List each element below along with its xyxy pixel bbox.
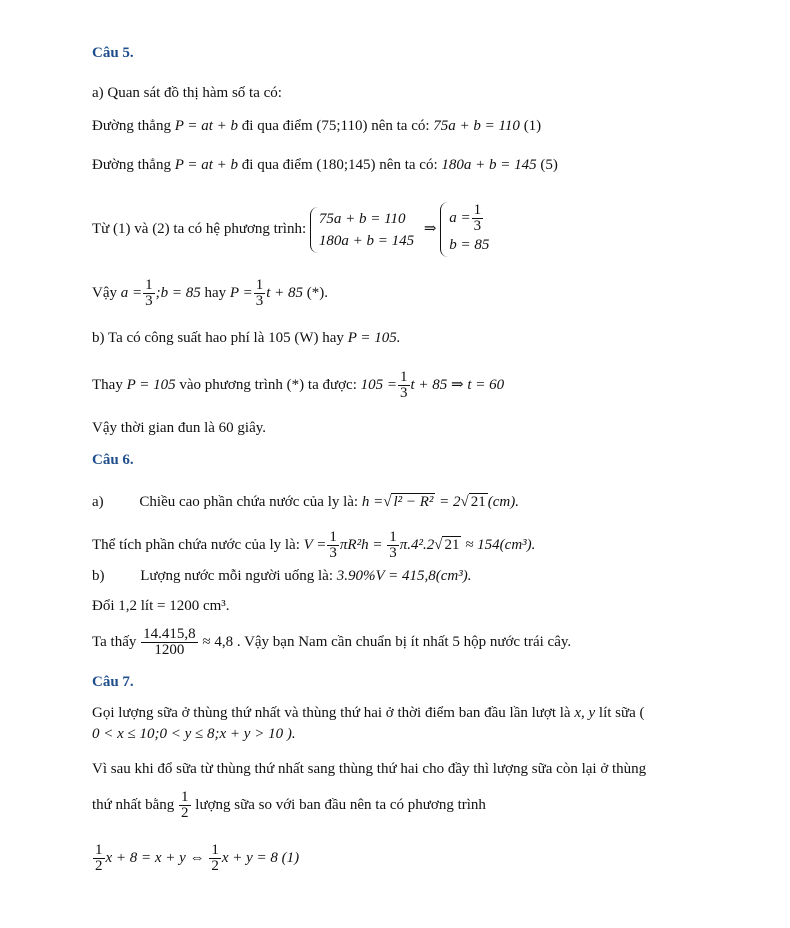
- q5-a-intro: a) Quan sát đồ thị hàm số ta có:: [92, 85, 282, 101]
- q5-heading: Câu 5.: [92, 45, 134, 61]
- q5-system: Từ (1) và (2) ta có hệ phương trình: 75a + b = 110 180a + b = 145 ⇒ a = $\frac{1}{3}$ b = 85: [92, 202, 495, 257]
- q7-p1: Gọi lượng sữa ở thùng thứ nhất và thùng thứ hai ở thời điểm ban đầu lần lượt là x, y lít sữa (: [92, 705, 645, 721]
- q5-b: b) Ta có công suất hao phí là 105 (W) hay P = 105.: [92, 330, 401, 346]
- q5-final: Vậy thời gian đun là 60 giây.: [92, 420, 267, 436]
- q6-heading: Câu 6.: [92, 452, 134, 468]
- q7-equation: $\frac{1}{2}$ x + 8 = x + y ⇔ $\frac{1}{2}$ x + y = 8 (1): [95, 842, 300, 874]
- q6-a: a) Chiều cao phần chứa nước của ly là: h =√ l² − R² = 2√ 21 (cm).: [92, 494, 520, 510]
- q7-p3: thứ nhất bằng $\frac{1}{2}$ lượng sữa so với ban đầu nên ta có phương trình: [92, 789, 486, 821]
- q6-see: Ta thấy $\frac{14.415,8}{1200}$ ≈ 4,8 . Vậy bạn Nam cần chuẩn bị ít nhất 5 hộp nước trái cây.: [92, 626, 572, 658]
- q5-line1: Đường thẳng P = at + b đi qua điểm (75;110) nên ta có: 75a + b = 110 (1): [92, 118, 542, 134]
- q6-volume: Thể tích phần chứa nước của ly là: V = $\frac{1}{3}$ πR²h = $\frac{1}{3}$ π.4².2√ 21 ≈ 154(cm³).: [92, 529, 536, 561]
- q5-conclusion: Vậy a = $\frac{1}{3}$ ;b = 85 hay P = $\frac{1}{3}$ t + 85 (*).: [92, 277, 328, 309]
- q5-line2: Đường thẳng P = at + b đi qua điểm (180;145) nên ta có: 180a + b = 145 (5): [92, 157, 558, 173]
- q6-convert: Đổi 1,2 lít = 1200 cm³.: [92, 598, 230, 614]
- q5-substitute: Thay P = 105 vào phương trình (*) ta được: 105 = $\frac{1}{3}$ t + 85 ⇒ t = 60: [92, 369, 505, 401]
- q6-b: b) Lượng nước mỗi người uống là: 3.90%V = 415,8(cm³).: [92, 568, 472, 584]
- q7-heading: Câu 7.: [92, 674, 134, 690]
- solution-brace: a = $\frac{1}{3}$ b = 85: [440, 202, 495, 257]
- q7-p2: Vì sau khi đổ sữa từ thùng thứ nhất sang thùng thứ hai cho đầy thì lượng sữa còn lại ở thùng: [92, 761, 647, 777]
- q7-p1-cond: 0 < x ≤ 10;0 < y ≤ 8;x + y > 10 ).: [92, 726, 296, 742]
- system-brace: 75a + b = 110 180a + b = 145: [310, 207, 420, 253]
